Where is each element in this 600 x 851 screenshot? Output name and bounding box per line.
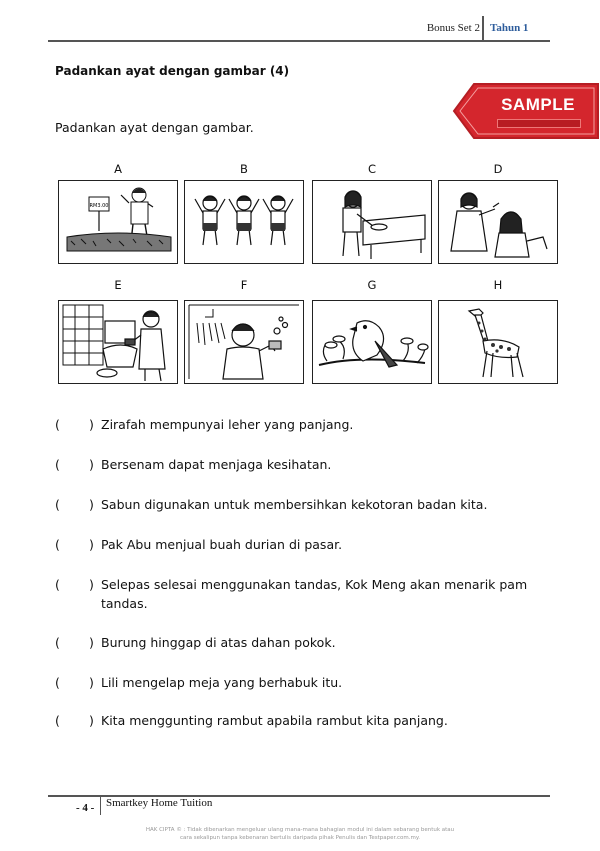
sentence-text: Sabun digunakan untuk membersihkan kekotoran badan kita. [101,497,488,512]
answer-bracket-open: ( [55,635,60,650]
answer-bracket-close: ) [89,457,94,472]
picture-a-durian-seller [58,180,178,264]
sample-stamp-bar [497,119,581,128]
footer-divider [100,797,101,815]
sentence-text: Kita menggunting rambut apabila rambut kita panjang. [101,713,448,728]
picture-label-a: A [114,162,122,176]
picture-e-toilet-flush [58,300,178,384]
sentence-text: Burung hinggap di atas dahan pokok. [101,635,336,650]
page-number: - 4 - [76,802,95,814]
copyright-notice: HAK CIPTA © : Tidak dibenarkan mengeluar ulang mana-mana bahagian modul ini dalam sebarang bentuk atau cara sekalipun tanpa kebenaran bertulis daripada pihak Penulis dan Testpaper.com.my. [145,827,455,841]
picture-label-g: G [367,278,377,292]
answer-bracket-open: ( [55,497,60,512]
picture-label-d: D [493,162,503,176]
picture-label-f: F [240,278,248,292]
sentence-text: Zirafah mempunyai leher yang panjang. [101,417,354,432]
picture-c-wiping-table [312,180,432,264]
picture-g-bird-on-branch [312,300,432,384]
answer-bracket-close: ) [89,417,94,432]
answer-bracket-close: ) [89,713,94,728]
price-sign-text: RM3.00 [89,203,109,209]
sample-stamp-label: SAMPLE [501,95,575,114]
answer-bracket-close: ) [89,635,94,650]
picture-label-h: H [493,278,503,292]
answer-bracket-close: ) [89,497,94,512]
answer-bracket-close: ) [89,537,94,552]
answer-bracket-open: ( [55,713,60,728]
instruction: Padankan ayat dengan gambar. [55,120,254,135]
picture-label-c: C [367,162,377,176]
header-divider [482,16,484,42]
answer-bracket-open: ( [55,537,60,552]
header-set: Bonus Set 2 [426,22,480,34]
footer-school-name: Smartkey Home Tuition [106,797,213,809]
sentence-text: Lili mengelap meja yang berhabuk itu. [101,675,343,690]
answer-bracket-open: ( [55,675,60,690]
sentence-text: Bersenam dapat menjaga kesihatan. [101,457,332,472]
picture-label-b: B [240,162,248,176]
picture-b-exercise [184,180,304,264]
header-year: Tahun 1 [490,22,529,34]
header-rule [48,40,550,42]
answer-bracket-open: ( [55,457,60,472]
picture-h-giraffe [438,300,558,384]
answer-bracket-close: ) [89,675,94,690]
sentence-text: Pak Abu menjual buah durian di pasar. [101,537,343,552]
sentence-text: Selepas selesai menggunakan tandas, Kok Meng akan menarik pam tandas. [101,577,528,611]
picture-f-shower-soap [184,300,304,384]
picture-d-haircut [438,180,558,264]
answer-bracket-open: ( [55,577,60,592]
answer-bracket-open: ( [55,417,60,432]
picture-label-e: E [114,278,122,292]
page-title: Padankan ayat dengan gambar (4) [55,64,290,78]
answer-bracket-close: ) [89,577,94,592]
